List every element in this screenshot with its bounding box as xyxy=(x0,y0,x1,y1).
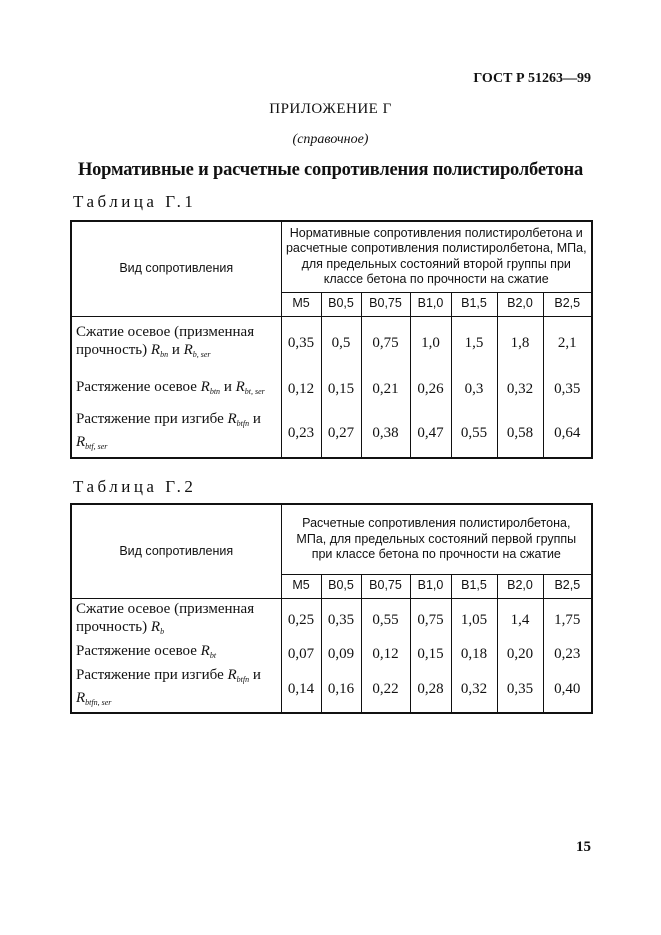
resistance-subscript: btfn xyxy=(236,418,250,428)
value-cell: 0,55 xyxy=(451,408,497,458)
value-cell: 0,75 xyxy=(410,598,451,642)
class-header: B2,5 xyxy=(543,292,592,316)
row-label xyxy=(71,642,281,665)
table-row xyxy=(71,370,592,408)
value-cell: 0,32 xyxy=(497,370,543,408)
value-cell: 0,58 xyxy=(497,408,543,458)
class-header: B0,75 xyxy=(361,292,410,316)
value-cell: 0,35 xyxy=(543,370,592,408)
resistance-subscript: btfn xyxy=(236,674,250,684)
group-header: Нормативные сопротивления полистиролбетона и расчетные сопротивления полистиролбетона, МПа, для предельных состояний второй группы при классе бетона по прочности на сжатие xyxy=(281,221,592,292)
value-cell: 0,22 xyxy=(361,665,410,713)
value-cell: 0,27 xyxy=(321,408,361,458)
value-cell: 0,35 xyxy=(321,598,361,642)
row-label xyxy=(71,665,281,713)
value-cell: 2,1 xyxy=(543,316,592,370)
row-header: Вид сопротивления xyxy=(71,221,281,316)
value-cell: 0,14 xyxy=(281,665,321,713)
table-row xyxy=(71,316,592,370)
row-header: Вид сопротивления xyxy=(71,504,281,598)
value-cell: 0,26 xyxy=(410,370,451,408)
value-cell: 0,5 xyxy=(321,316,361,370)
value-cell: 0,15 xyxy=(410,642,451,665)
value-cell: 1,0 xyxy=(410,316,451,370)
table-row xyxy=(71,665,592,713)
class-header: B1,5 xyxy=(451,292,497,316)
class-header: B1,5 xyxy=(451,574,497,598)
value-cell: 0,35 xyxy=(281,316,321,370)
table-1-caption: Таблица Г.1 xyxy=(73,192,197,211)
value-cell: 0,15 xyxy=(321,370,361,408)
resistance-subscript: bt xyxy=(209,651,217,660)
value-cell: 1,05 xyxy=(451,598,497,642)
class-header: B2,0 xyxy=(497,292,543,316)
appendix-note: (справочное) xyxy=(292,132,369,147)
class-header: B0,5 xyxy=(321,292,361,316)
main-heading: Нормативные и расчетные сопротивления полистиролбетона xyxy=(77,160,584,180)
table-row xyxy=(71,598,592,642)
row-label xyxy=(71,408,281,458)
document-code: ГОСТ Р 51263—99 xyxy=(473,71,591,86)
value-cell: 0,21 xyxy=(361,370,410,408)
resistance-symbol: R xyxy=(76,433,86,450)
value-cell: 0,23 xyxy=(543,642,592,665)
value-cell: 1,8 xyxy=(497,316,543,370)
table-1 xyxy=(70,220,593,459)
table-row xyxy=(71,408,592,458)
resistance-subscript: b xyxy=(160,626,165,636)
label-text: Растяжение осевое xyxy=(76,643,201,659)
value-cell: 0,16 xyxy=(321,665,361,713)
resistance-subscript: btn xyxy=(209,386,221,396)
class-header: B1,0 xyxy=(410,292,451,316)
table-row xyxy=(71,642,592,665)
class-header: B1,0 xyxy=(410,574,451,598)
value-cell: 0,09 xyxy=(321,642,361,665)
value-cell: 0,35 xyxy=(497,665,543,713)
table-2 xyxy=(70,503,593,714)
label-text: и xyxy=(220,378,236,395)
value-cell: 0,3 xyxy=(451,370,497,408)
resistance-symbol: R xyxy=(200,643,210,659)
class-header: M5 xyxy=(281,292,321,316)
class-header: B2,5 xyxy=(543,574,592,598)
resistance-symbol: R xyxy=(183,341,193,358)
resistance-symbol: R xyxy=(150,341,161,358)
page-number: 15 xyxy=(576,839,591,855)
row-label xyxy=(71,316,281,370)
value-cell: 0,20 xyxy=(497,642,543,665)
value-cell: 0,12 xyxy=(361,642,410,665)
value-cell: 0,38 xyxy=(361,408,410,458)
label-text: Сжатие осевое (призменная прочность) xyxy=(76,600,255,635)
appendix-title: ПРИЛОЖЕНИЕ Г xyxy=(269,101,392,117)
value-cell: 0,40 xyxy=(543,665,592,713)
resistance-symbol: R xyxy=(235,378,245,395)
value-cell: 0,23 xyxy=(281,408,321,458)
class-header: B0,5 xyxy=(321,574,361,598)
value-cell: 0,47 xyxy=(410,408,451,458)
value-cell: 0,28 xyxy=(410,665,451,713)
resistance-symbol: R xyxy=(227,666,237,683)
value-cell: 0,55 xyxy=(361,598,410,642)
value-cell: 0,32 xyxy=(451,665,497,713)
value-cell: 0,07 xyxy=(281,642,321,665)
resistance-subscript: bn xyxy=(160,349,169,359)
group-header: Расчетные сопротивления полистиролбетона, МПа, для предельных состояний первой группы при классе бетона по прочности на сжатие xyxy=(281,504,592,574)
value-cell: 0,12 xyxy=(281,370,321,408)
row-label xyxy=(71,370,281,408)
resistance-subscript: b, ser xyxy=(192,349,211,359)
label-text: и xyxy=(168,341,184,358)
label-text: Растяжение при изгибе xyxy=(76,666,228,683)
resistance-subscript: btf, ser xyxy=(85,441,108,451)
class-header: B0,75 xyxy=(361,574,410,598)
value-cell: 0,25 xyxy=(281,598,321,642)
value-cell: 0,75 xyxy=(361,316,410,370)
label-text: Сжатие осевое (призменная прочность) xyxy=(76,323,255,358)
resistance-symbol: R xyxy=(76,689,86,706)
value-cell: 1,75 xyxy=(543,598,592,642)
resistance-subscript: btfn, ser xyxy=(85,697,112,707)
label-text: и xyxy=(249,666,261,683)
value-cell: 0,64 xyxy=(543,408,592,458)
resistance-symbol: R xyxy=(150,618,161,635)
table-2-caption: Таблица Г.2 xyxy=(73,477,197,496)
class-header: B2,0 xyxy=(497,574,543,598)
label-text: Растяжение при изгибе xyxy=(76,410,228,427)
value-cell: 1,5 xyxy=(451,316,497,370)
value-cell: 0,18 xyxy=(451,642,497,665)
row-label xyxy=(71,598,281,642)
class-header: M5 xyxy=(281,574,321,598)
value-cell: 1,4 xyxy=(497,598,543,642)
resistance-subscript: bt, ser xyxy=(244,386,265,396)
resistance-symbol: R xyxy=(200,378,210,395)
resistance-symbol: R xyxy=(227,410,237,427)
label-text: и xyxy=(249,410,261,427)
label-text: Растяжение осевое xyxy=(76,378,201,395)
